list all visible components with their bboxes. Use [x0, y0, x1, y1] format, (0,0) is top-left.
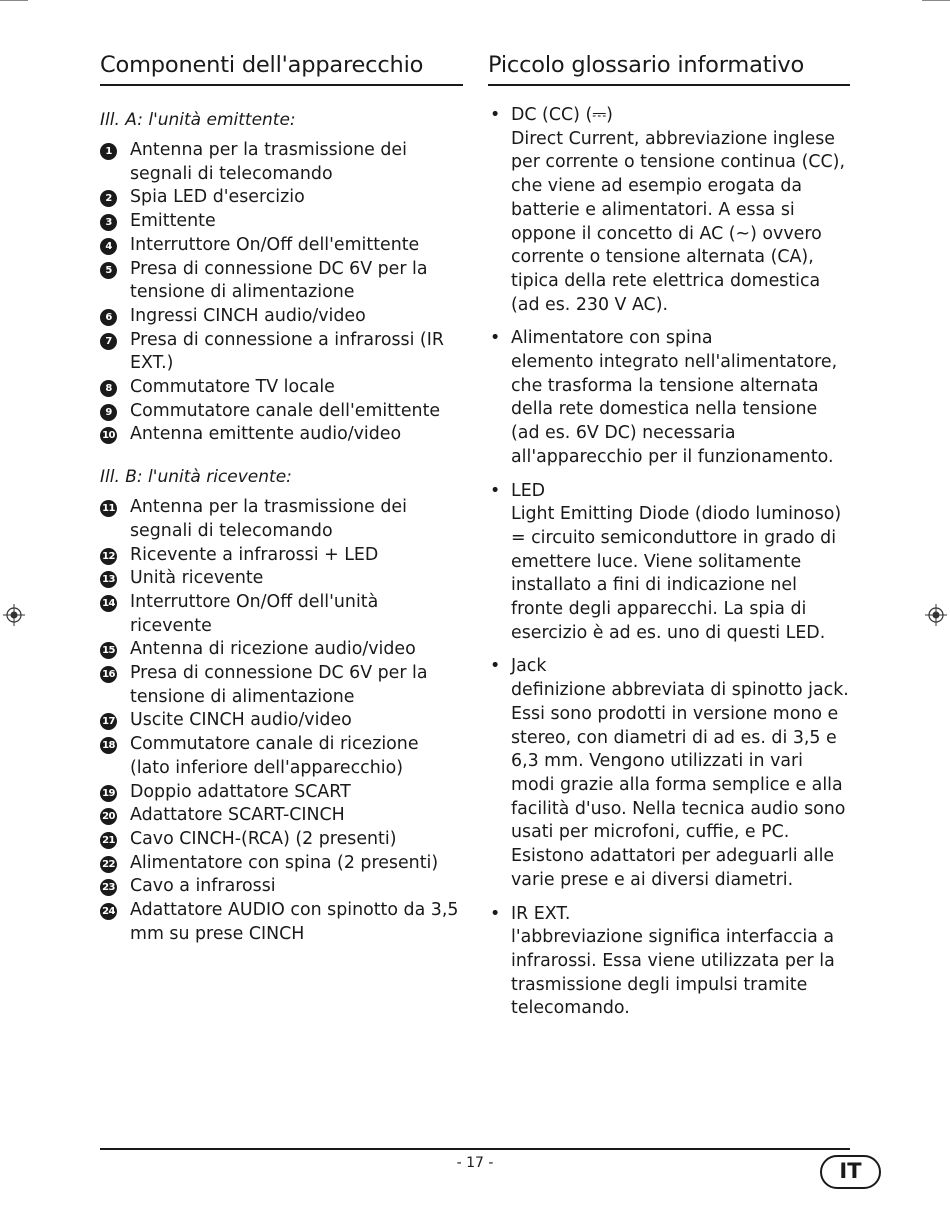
- item-label: Ingressi CINCH audio/video: [130, 305, 366, 326]
- list-item: [100, 804, 463, 828]
- list-item: [100, 662, 463, 709]
- item-label: Commutatore canale di ricezione (lato inferiore dell'apparecchio): [130, 734, 419, 778]
- item-label: Presa di connessione DC 6V per la tensione di alimentazione: [130, 258, 428, 303]
- item-number-badge: 21: [100, 832, 117, 849]
- list-item: [100, 709, 463, 733]
- item-number-badge: 11: [100, 500, 117, 517]
- bullet-icon: •: [490, 328, 501, 349]
- item-label: Ricevente a infrarossi + LED: [130, 544, 379, 565]
- item-number-badge: 5: [100, 262, 117, 279]
- list-item: [100, 186, 463, 210]
- glossary-definition: definizione abbreviata di spinotto jack. Essi sono prodotti in versione mono e stereo, con diametri di ad es. di 3,5 e 6,3 mm. Vengono utilizzati in vari modi grazie alla forma semplice e alla facilità d'uso. Nella tecnica audio sono usati per microfoni, cuffie, e PC. Esistono adattatori per adeguarli alle varie prese e ai diversi diametri.: [511, 680, 849, 890]
- item-number-badge: 18: [100, 737, 117, 754]
- item-number-badge: 16: [100, 666, 117, 683]
- item-label: Uscite CINCH audio/video: [130, 710, 352, 731]
- footer-divider: [100, 1148, 850, 1150]
- list-item: [100, 567, 463, 591]
- glossary-term: LED: [511, 480, 546, 501]
- item-number-badge: 9: [100, 404, 117, 421]
- item-number-badge: 3: [100, 214, 117, 231]
- glossary-list: [488, 104, 850, 1021]
- section-b-title: Ill. B: l'unità ricevente:: [100, 467, 292, 488]
- list-item: [100, 423, 463, 447]
- item-label: Antenna di ricezione audio/video: [130, 639, 416, 660]
- list-item: [100, 210, 463, 234]
- item-label: Spia LED d'esercizio: [130, 187, 305, 208]
- item-label: Cavo CINCH-(RCA) (2 presenti): [130, 828, 397, 849]
- glossary-term: DC (CC) (⎓): [511, 105, 613, 125]
- glossary-definition: elemento integrato nell'alimentatore, che trasforma la tensione alternata della rete domestica nella tensione (ad es. 6V DC) necessaria all'apparecchio per il funzionamento.: [511, 352, 838, 467]
- glossary-definition: Direct Current, abbreviazione inglese per corrente o tensione continua (CC), che viene ad esempio erogata da batterie e alimentatori. A essa si oppone il concetto di AC (~) ovvero corrente o tensione alternata (CA), tipica della rete elettrica domestica (ad es. 230 V AC).: [511, 128, 845, 315]
- bullet-icon: •: [490, 480, 501, 501]
- glossary-entry: [488, 104, 850, 317]
- glossary-term: Jack: [511, 656, 547, 677]
- crop-mark-left: [0, 0, 28, 1]
- list-item: [100, 544, 463, 568]
- registration-mark-icon: [3, 604, 25, 626]
- registration-mark-icon: [925, 604, 947, 626]
- item-label: Cavo a infrarossi: [130, 876, 276, 897]
- glossary-entry: [488, 327, 850, 469]
- item-number-badge: 23: [100, 879, 117, 896]
- glossary-definition: Light Emitting Diode (diodo luminoso) = circuito semiconduttore in grado di emettere luce. Viene solitamente installato a fini di indicazione nel fronte degli apparecchi. La spia di esercizio è ad es. uno di questi LED.: [511, 504, 842, 643]
- item-number-badge: 6: [100, 309, 117, 326]
- list-item: [100, 733, 463, 780]
- item-number-badge: 4: [100, 238, 117, 255]
- glossary-definition: l'abbreviazione significa interfaccia a infrarossi. Essa viene utilizzata per la trasmissione degli impulsi tramite telecomando.: [511, 927, 835, 1019]
- transmitter-parts-list: [100, 139, 463, 447]
- list-item: [100, 852, 463, 876]
- bullet-icon: •: [490, 105, 501, 125]
- item-number-badge: 1: [100, 143, 117, 160]
- components-heading: Componenti dell'apparecchio: [100, 52, 463, 86]
- list-item: [100, 591, 463, 638]
- page-number: - 17 -: [456, 1155, 494, 1171]
- list-item: [100, 258, 463, 305]
- glossary-entry: [488, 903, 850, 1022]
- item-number-badge: 24: [100, 903, 117, 920]
- item-label: Antenna per la trasmissione dei segnali di telecomando: [130, 140, 407, 184]
- list-item: [100, 400, 463, 424]
- list-item: [100, 875, 463, 899]
- glossary-heading: Piccolo glossario informativo: [488, 52, 850, 86]
- item-number-badge: 8: [100, 380, 117, 397]
- list-item: [100, 899, 463, 946]
- item-label: Commutatore canale dell'emittente: [130, 400, 441, 421]
- item-number-badge: 13: [100, 571, 117, 588]
- item-number-badge: 22: [100, 856, 117, 873]
- item-label: Interruttore On/Off dell'unità ricevente: [130, 591, 379, 636]
- item-number-badge: 2: [100, 190, 117, 207]
- list-item: [100, 305, 463, 329]
- item-label: Emittente: [130, 211, 216, 232]
- item-label: Presa di connessione a infrarossi (IR EXT.): [130, 329, 444, 374]
- item-number-badge: 15: [100, 642, 117, 659]
- item-label: Adattatore SCART-CINCH: [130, 805, 345, 826]
- list-item: [100, 329, 463, 376]
- item-number-badge: 17: [100, 713, 117, 730]
- item-number-badge: 20: [100, 808, 117, 825]
- list-item: [100, 638, 463, 662]
- item-number-badge: 12: [100, 548, 117, 565]
- section-a-title: Ill. A: l'unità emittente:: [100, 110, 296, 130]
- list-item: [100, 781, 463, 805]
- item-number-badge: 7: [100, 333, 117, 350]
- list-item: [100, 828, 463, 852]
- glossary-entry: [488, 655, 850, 892]
- bullet-icon: •: [490, 656, 501, 677]
- list-item: [100, 496, 463, 543]
- item-number-badge: 19: [100, 785, 117, 802]
- item-label: Alimentatore con spina (2 presenti): [130, 852, 439, 873]
- item-number-badge: 10: [100, 427, 117, 444]
- bullet-icon: •: [490, 903, 501, 924]
- item-label: Presa di connessione DC 6V per la tensione di alimentazione: [130, 663, 428, 707]
- item-label: Doppio adattatore SCART: [130, 781, 351, 802]
- crop-mark-right: [922, 0, 950, 1]
- item-label: Interruttore On/Off dell'emittente: [130, 234, 420, 255]
- item-label: Antenna emittente audio/video: [130, 424, 402, 445]
- item-label: Antenna per la trasmissione dei segnali di telecomando: [130, 497, 407, 541]
- item-label: Commutatore TV locale: [130, 377, 335, 398]
- glossary-column: [488, 52, 850, 1031]
- glossary-entry: [488, 480, 850, 646]
- item-label: Unità ricevente: [130, 568, 264, 589]
- item-number-badge: 14: [100, 595, 117, 612]
- glossary-term: Alimentatore con spina: [511, 328, 713, 349]
- language-badge: IT: [820, 1155, 881, 1189]
- item-label: Adattatore AUDIO con spinotto da 3,5 mm su prese CINCH: [130, 900, 459, 944]
- list-item: [100, 139, 463, 186]
- list-item: [100, 234, 463, 258]
- list-item: [100, 376, 463, 400]
- glossary-term: IR EXT.: [511, 903, 571, 924]
- receiver-parts-list: [100, 496, 463, 946]
- components-column: [100, 52, 463, 947]
